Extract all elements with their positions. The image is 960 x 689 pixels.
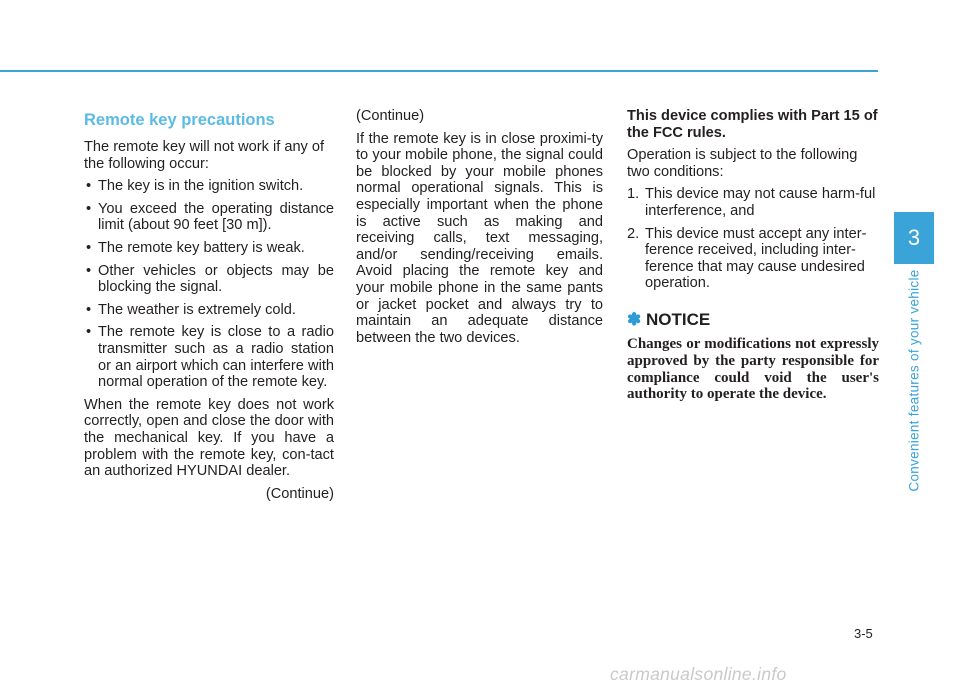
precaution-list bbox=[84, 178, 334, 391]
list-item bbox=[627, 226, 879, 292]
notice-heading bbox=[627, 310, 879, 330]
list-text: This device must accept any inter-ference received, including inter-ference that may cause undesired operation. bbox=[645, 225, 867, 292]
fcc-statement: This device complies with Part 15 of the FCC rules. bbox=[627, 108, 878, 141]
watermark: carmanualsonline.info bbox=[610, 664, 787, 684]
operation-text: Operation is subject to the following two conditions: bbox=[627, 147, 858, 180]
list-item: • The remote key is close to a radio transmitter such as a radio station or an airport which can interfere with normal operation of the remote key. bbox=[84, 324, 334, 390]
notice-title: NOTICE bbox=[645, 309, 711, 329]
list-number: 1. bbox=[627, 186, 640, 203]
column-left bbox=[84, 108, 334, 508]
list-item: • Other vehicles or objects may be blocking the signal. bbox=[84, 263, 334, 296]
continue-label: (Continue) bbox=[265, 485, 334, 502]
notice-body: Changes or modifications not expressly approved by the party responsible for compliance could void the user's authority to operate the device. bbox=[627, 335, 879, 403]
section-heading: Remote key precautions bbox=[84, 111, 275, 129]
notice-star-icon: ✽ bbox=[627, 309, 642, 329]
list-item: • The remote key battery is weak. bbox=[84, 240, 334, 257]
list-item: • The key is in the ignition switch. bbox=[84, 178, 334, 195]
list-text: This device may not cause harm-ful interference, and bbox=[645, 186, 876, 219]
continue-label: (Continue) bbox=[356, 108, 425, 124]
column-middle bbox=[356, 108, 603, 352]
page-number: 3-5 bbox=[854, 626, 873, 641]
body-paragraph: When the remote key does not work correctly, open and close the door with the mechanical key. If you have a problem with the remote key, con-tact an authorized HYUNDAI dealer. bbox=[84, 396, 334, 480]
list-number: 2. bbox=[627, 225, 640, 242]
list-item bbox=[627, 186, 879, 219]
chapter-title-text: Convenient features of your vehicle bbox=[906, 268, 922, 492]
list-item: • You exceed the operating distance limit (about 90 feet [30 m]). bbox=[84, 201, 334, 234]
intro-text: The remote key will not work if any of the following occur: bbox=[84, 139, 325, 172]
list-item: • The weather is extremely cold. bbox=[84, 302, 334, 319]
column-right bbox=[627, 108, 879, 409]
conditions-list bbox=[627, 186, 879, 292]
body-paragraph: If the remote key is in close proximi-ty to your mobile phone, the signal could be blocked by your mobile phones normal operational signals. This is especially important when the phone is active such as making and receiving calls, text messaging, and/or sending/receiving emails. Avoid placing the remote key and your mobile phone in the same pants or jacket pocket and always try to maintain an adequate distance between the two devices. bbox=[356, 130, 603, 346]
chapter-tab: 3 bbox=[894, 212, 934, 264]
top-rule bbox=[0, 70, 878, 72]
chapter-title bbox=[900, 265, 928, 495]
